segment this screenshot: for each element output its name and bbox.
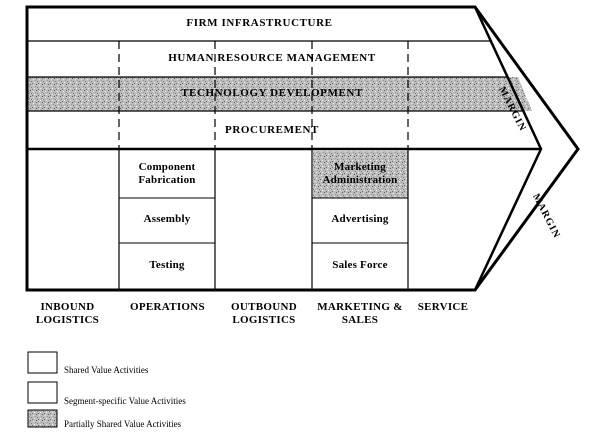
technology-development-label: TECHNOLOGY DEVELOPMENT bbox=[181, 87, 363, 99]
firm-infrastructure-label: FIRM INFRASTRUCTURE bbox=[186, 17, 333, 29]
legend-box-partially-shared bbox=[28, 410, 57, 427]
margin-label-lower: MARGIN bbox=[530, 192, 563, 241]
component-fabrication-label: Component Fabrication bbox=[138, 161, 196, 186]
assembly-label: Assembly bbox=[143, 213, 191, 225]
advertising-label: Advertising bbox=[331, 213, 389, 225]
outbound-logistics-label: OUTBOUND LOGISTICS bbox=[231, 301, 297, 326]
margin-label-upper: MARGIN bbox=[496, 85, 529, 134]
marketing-administration-label: Marketing Administration bbox=[322, 161, 398, 186]
legend-shared-label: Shared Value Activities bbox=[64, 365, 149, 375]
legend-partially-shared-label: Partially Shared Value Activities bbox=[64, 419, 182, 429]
human-resource-management-label: HUMAN RESOURCE MANAGEMENT bbox=[168, 52, 376, 64]
testing-label: Testing bbox=[149, 259, 185, 271]
marketing-sales-label: MARKETING & SALES bbox=[317, 301, 403, 326]
service-label: SERVICE bbox=[417, 301, 469, 313]
legend-box-shared bbox=[28, 352, 57, 373]
legend-segment-specific-label: Segment-specific Value Activities bbox=[64, 396, 186, 406]
legend-box-segment-specific bbox=[28, 382, 57, 403]
inbound-logistics-label: INBOUND LOGISTICS bbox=[35, 301, 100, 326]
sales-force-label: Sales Force bbox=[332, 259, 388, 271]
operations-label: OPERATIONS bbox=[130, 301, 205, 313]
procurement-label: PROCUREMENT bbox=[225, 124, 319, 136]
